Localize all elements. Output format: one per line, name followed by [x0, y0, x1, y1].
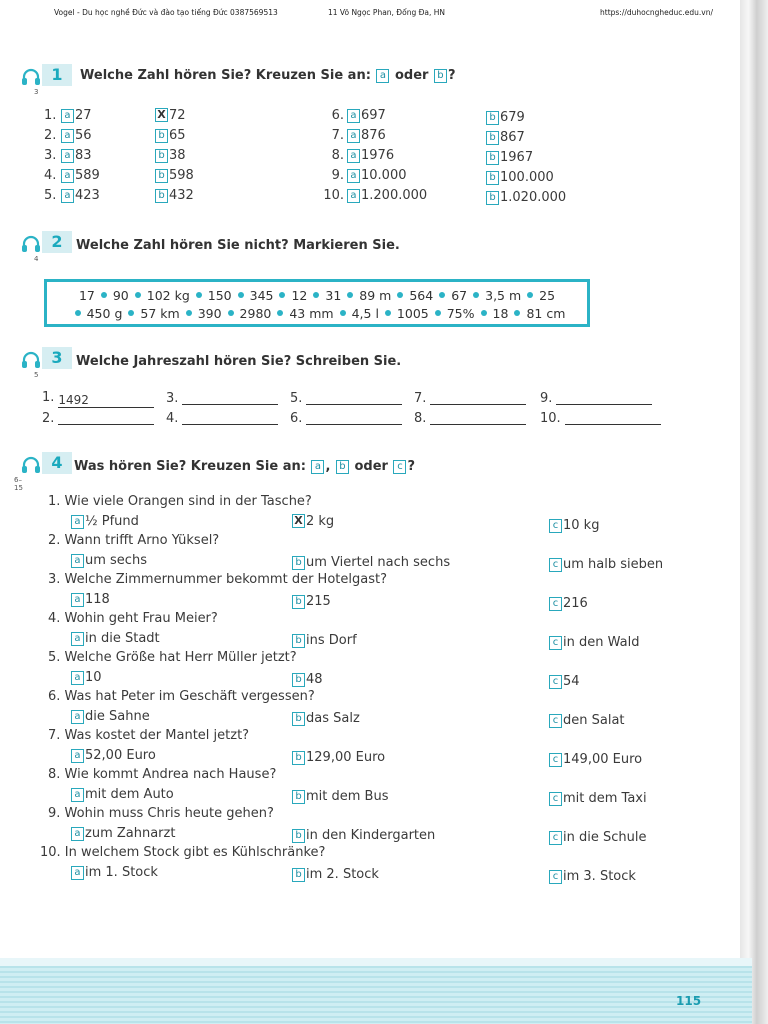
option-a-box: a: [71, 632, 84, 646]
option-value: 10.000: [361, 168, 407, 183]
answer-option-b[interactable]: [154, 148, 186, 163]
option-value: 679: [500, 110, 525, 125]
question-text: 3. Welche Zimmernummer bekommt der Hotelgast?: [48, 572, 387, 587]
option-value: 1.200.000: [361, 188, 428, 203]
item-number: 7.: [331, 128, 344, 143]
item-number: 6.: [290, 411, 303, 426]
exercise-number: 4: [42, 452, 72, 474]
question-text: 2. Wann trifft Arno Yüksel?: [48, 533, 220, 548]
option-b-box: b: [292, 829, 305, 843]
header-url[interactable]: https://duhocngheduc.edu.vn/: [600, 8, 713, 17]
option-a-box: a: [347, 129, 360, 143]
option-c-box: c: [549, 558, 562, 572]
option-value: in den Kindergarten: [306, 828, 436, 843]
option-value: ins Dorf: [306, 633, 357, 648]
option-value: 27: [75, 108, 92, 123]
number-item[interactable]: 90: [112, 288, 129, 303]
option-b-box: b: [486, 171, 499, 185]
number-item[interactable]: 43 mm: [289, 306, 334, 321]
year-field[interactable]: [540, 390, 652, 406]
question-text: 4. Wohin geht Frau Meier?: [48, 611, 218, 626]
option-value: 216: [563, 596, 588, 611]
option-c-box: c: [549, 831, 562, 845]
item-number: 9.: [331, 168, 344, 183]
year-blank[interactable]: [306, 410, 402, 425]
year-field[interactable]: [166, 410, 278, 426]
item-number: 1.: [42, 390, 55, 405]
item-number: 6.: [331, 108, 344, 123]
option-b-box: b: [486, 151, 499, 165]
option-value: in die Schule: [563, 830, 647, 845]
option-b-box: b: [292, 634, 305, 648]
title-text: oder: [354, 459, 388, 474]
exercise-title: Welche Jahreszahl hören Sie? Schreiben Sie.: [76, 354, 402, 369]
year-blank[interactable]: 1492: [58, 393, 154, 408]
question-text: 8. Wie kommt Andrea nach Hause?: [48, 767, 277, 782]
exercise-title: [80, 68, 456, 83]
question-text: 1. Wie viele Orangen sind in der Tasche?: [48, 494, 312, 509]
bullet-dot: [101, 292, 107, 298]
number-item[interactable]: 1005: [396, 306, 429, 321]
question-text: 9. Wohin muss Chris heute gehen?: [48, 806, 274, 821]
number-list-box: [44, 279, 590, 327]
option-b-box: b: [292, 790, 305, 804]
item-number: 8.: [331, 148, 344, 163]
answer-option-c[interactable]: [548, 674, 580, 689]
option-value: 10 kg: [563, 518, 600, 533]
option-a-box: a: [71, 788, 84, 802]
option-b-box: b: [336, 460, 349, 474]
footer-band: [0, 958, 752, 1024]
headphones-icon: [20, 349, 42, 371]
item-number: 8.: [414, 411, 427, 426]
number-item[interactable]: 67: [451, 288, 468, 303]
option-b-box: b: [155, 149, 168, 163]
option-a-box: a: [71, 827, 84, 841]
option-a-box: a: [61, 129, 74, 143]
bullet-dot: [279, 292, 285, 298]
answer-option-a[interactable]: [346, 188, 427, 203]
answer-option-b[interactable]: [485, 190, 566, 205]
bullet-dot: [397, 292, 403, 298]
year-blank[interactable]: [182, 410, 278, 425]
option-value: 65: [169, 128, 186, 143]
year-field[interactable]: [414, 390, 526, 406]
year-field[interactable]: [42, 390, 154, 408]
bullet-dot: [238, 292, 244, 298]
option-c-box: c: [549, 714, 562, 728]
year-blank[interactable]: [565, 410, 661, 425]
option-c-box: c: [549, 519, 562, 533]
option-value: um sechs: [85, 553, 147, 568]
option-value: mit dem Taxi: [563, 791, 647, 806]
option-c-box: c: [549, 597, 562, 611]
answer-option-b[interactable]: [485, 130, 525, 145]
option-a-box: a: [347, 149, 360, 163]
bullet-dot: [75, 310, 81, 316]
option-a-box: a: [71, 554, 84, 568]
answer-option-a[interactable]: [70, 631, 160, 646]
header-center: 11 Võ Ngọc Phan, Đống Đa, HN: [328, 8, 446, 17]
number-item[interactable]: 81 cm: [526, 306, 566, 321]
option-value: 10: [85, 670, 102, 685]
option-a-box: a: [347, 189, 360, 203]
year-field[interactable]: [290, 390, 402, 406]
bullet-dot: [186, 310, 192, 316]
option-value: 697: [361, 108, 386, 123]
answer-option-b[interactable]: [485, 110, 525, 125]
answer-option-c[interactable]: [548, 713, 625, 728]
number-list-line: [47, 306, 587, 321]
answer-option-a[interactable]: [70, 826, 175, 841]
footer-band-top: [0, 958, 752, 966]
number-item[interactable]: 18: [492, 306, 509, 321]
option-value: 867: [500, 130, 525, 145]
answer-option-a[interactable]: [70, 787, 174, 802]
option-value: 876: [361, 128, 386, 143]
track-number: 4: [34, 255, 39, 263]
option-value: um halb sieben: [563, 557, 664, 572]
option-value: 432: [169, 188, 194, 203]
number-item[interactable]: 31: [325, 288, 342, 303]
question-text: 10. In welchem Stock gibt es Kühlschränke?: [40, 845, 326, 860]
item-number: 5.: [290, 391, 303, 406]
year-blank[interactable]: [306, 390, 402, 405]
exercise-title: [74, 459, 415, 474]
checked-box: X: [155, 108, 168, 122]
option-c-box: c: [549, 870, 562, 884]
number-item[interactable]: 102 kg: [146, 288, 190, 303]
answer-option-b[interactable]: [154, 128, 186, 143]
answer-option-b[interactable]: [291, 867, 379, 882]
year-field[interactable]: [166, 390, 278, 406]
bullet-dot: [439, 292, 445, 298]
option-b-box: b: [292, 751, 305, 765]
item-number: 10.: [540, 411, 561, 426]
title-text: ?: [407, 459, 416, 474]
option-a-box: a: [71, 593, 84, 607]
answer-option-b[interactable]: [291, 672, 323, 687]
option-a-box: a: [61, 169, 74, 183]
year-blank[interactable]: [58, 410, 154, 425]
answer-option-a[interactable]: [70, 670, 102, 685]
option-a-box: a: [71, 749, 84, 763]
option-b-box: b: [292, 556, 305, 570]
exercise-number: 3: [42, 347, 72, 369]
option-value: 48: [306, 672, 323, 687]
question-text: 5. Welche Größe hat Herr Müller jetzt?: [48, 650, 297, 665]
answer-option-a[interactable]: [70, 514, 139, 529]
option-b-box: b: [155, 189, 168, 203]
number-list-line: [47, 288, 587, 303]
option-value: den Salat: [563, 713, 625, 728]
option-value: im 2. Stock: [306, 867, 379, 882]
bullet-dot: [228, 310, 234, 316]
answer-option-b[interactable]: [291, 789, 388, 804]
headphones-icon: [20, 66, 42, 88]
answer-option-b[interactable]: [485, 170, 554, 185]
option-value: mit dem Auto: [85, 787, 174, 802]
option-value: 118: [85, 592, 110, 607]
number-item[interactable]: 345: [249, 288, 274, 303]
option-c-box: c: [549, 675, 562, 689]
number-item[interactable]: 4,5 l: [351, 306, 379, 321]
option-b-box: b: [434, 69, 447, 83]
bullet-dot: [313, 292, 319, 298]
exercise-number: 2: [42, 231, 72, 253]
item-number: 3.: [166, 391, 179, 406]
title-text: ,: [325, 459, 331, 474]
bullet-dot: [277, 310, 283, 316]
option-value: im 1. Stock: [85, 865, 158, 880]
option-value: 52,00 Euro: [85, 748, 156, 763]
option-value: 129,00 Euro: [306, 750, 386, 765]
number-item[interactable]: 390: [197, 306, 222, 321]
option-a-box: a: [311, 460, 324, 474]
number-item[interactable]: 150: [207, 288, 232, 303]
answer-option-b[interactable]: [154, 168, 194, 183]
option-a-box: a: [376, 69, 389, 83]
answer-option-b[interactable]: [154, 188, 194, 203]
option-value: 56: [75, 128, 92, 143]
option-value: in die Stadt: [85, 631, 160, 646]
bullet-dot: [196, 292, 202, 298]
option-value: 215: [306, 594, 331, 609]
year-blank[interactable]: [430, 390, 526, 405]
title-text: ?: [447, 68, 456, 83]
header-left: Vogel - Du học nghề Đức và đào tạo tiếng Đức 0387569513: [54, 8, 278, 17]
bullet-dot: [481, 310, 487, 316]
answer-option-c[interactable]: [548, 869, 636, 884]
option-value: um Viertel nach sechs: [306, 555, 451, 570]
answer-option-a[interactable]: [60, 128, 92, 143]
answer-option-c[interactable]: [548, 518, 599, 533]
headphones-icon: [20, 233, 42, 255]
option-a-box: a: [71, 515, 84, 529]
year-field[interactable]: [290, 410, 402, 426]
option-b-box: b: [292, 673, 305, 687]
answer-option-b[interactable]: [485, 150, 533, 165]
year-field[interactable]: [414, 410, 526, 426]
question-text: 6. Was hat Peter im Geschäft vergessen?: [48, 689, 315, 704]
item-number: 1.: [44, 108, 57, 123]
bullet-dot: [347, 292, 353, 298]
answer-option-a[interactable]: [60, 108, 92, 123]
year-blank[interactable]: [556, 390, 652, 405]
item-number: 2.: [42, 411, 55, 426]
bullet-dot: [527, 292, 533, 298]
item-number: 5.: [44, 188, 57, 203]
answer-option-b[interactable]: [291, 555, 450, 570]
year-field[interactable]: [42, 410, 154, 426]
number-item[interactable]: 450 g: [86, 306, 123, 321]
item-number: 3.: [44, 148, 57, 163]
bullet-dot: [340, 310, 346, 316]
option-b-box: b: [292, 712, 305, 726]
option-value: 598: [169, 168, 194, 183]
item-number: 7.: [414, 391, 427, 406]
question-text: 7. Was kostet der Mantel jetzt?: [48, 728, 250, 743]
option-value: zum Zahnarzt: [85, 826, 176, 841]
option-c-box: c: [549, 753, 562, 767]
item-number: 4.: [166, 411, 179, 426]
answer-option-c[interactable]: [548, 557, 663, 572]
exercise-number: 1: [42, 64, 72, 86]
option-value: 1.020.000: [500, 190, 567, 205]
item-number: 9.: [540, 391, 553, 406]
option-value: 38: [169, 148, 186, 163]
option-c-box: c: [549, 636, 562, 650]
item-number: 4.: [44, 168, 57, 183]
option-a-box: a: [61, 189, 74, 203]
option-value: 589: [75, 168, 100, 183]
answer-option-c[interactable]: [548, 752, 642, 767]
number-item[interactable]: 12: [291, 288, 308, 303]
answer-option-a[interactable]: [70, 748, 156, 763]
headphones-icon: [20, 454, 42, 476]
answer-option-a[interactable]: [70, 553, 147, 568]
answer-option-b[interactable]: [291, 750, 385, 765]
title-text: oder: [394, 68, 429, 83]
option-value: 149,00 Euro: [563, 752, 643, 767]
option-a-box: a: [347, 109, 360, 123]
option-value: 1967: [500, 150, 534, 165]
option-a-box: a: [61, 109, 74, 123]
bullet-dot: [473, 292, 479, 298]
number-item[interactable]: 17: [78, 288, 95, 303]
option-b-box: b: [486, 131, 499, 145]
track-number: 3: [34, 88, 39, 96]
answer-option-a[interactable]: [60, 148, 92, 163]
option-b-box: b: [486, 111, 499, 125]
option-value: 54: [563, 674, 580, 689]
exercise-title: Welche Zahl hören Sie nicht? Markieren Sie.: [76, 238, 400, 253]
option-value: 83: [75, 148, 92, 163]
option-a-box: a: [71, 710, 84, 724]
answer-option-b[interactable]: [154, 108, 186, 123]
option-c-box: c: [549, 792, 562, 806]
option-a-box: a: [61, 149, 74, 163]
page-edge: [740, 0, 768, 1024]
track-number: 6–15: [14, 476, 23, 492]
title-text: Welche Zahl hören Sie? Kreuzen Sie an:: [80, 68, 371, 83]
option-b-box: b: [486, 191, 499, 205]
answer-option-a[interactable]: [60, 188, 100, 203]
number-item[interactable]: 25: [539, 288, 556, 303]
number-item[interactable]: 57 km: [140, 306, 180, 321]
answer-option-c[interactable]: [548, 596, 588, 611]
option-a-box: a: [71, 671, 84, 685]
option-value: 423: [75, 188, 100, 203]
option-value: die Sahne: [85, 709, 150, 724]
checked-box: X: [292, 514, 305, 528]
number-item[interactable]: 2980: [239, 306, 272, 321]
answer-option-c[interactable]: [548, 830, 646, 845]
year-blank[interactable]: [430, 410, 526, 425]
answer-option-b[interactable]: [291, 594, 331, 609]
option-b-box: b: [155, 129, 168, 143]
option-c-box: c: [393, 460, 406, 474]
option-value: ½ Pfund: [85, 514, 139, 529]
answer-option-a[interactable]: [70, 709, 150, 724]
number-item[interactable]: 75%: [446, 306, 475, 321]
option-value: 1976: [361, 148, 395, 163]
option-a-box: a: [71, 866, 84, 880]
bullet-dot: [385, 310, 391, 316]
answer-option-a[interactable]: [346, 128, 386, 143]
answer-option-a[interactable]: [60, 168, 100, 183]
number-item[interactable]: 564: [409, 288, 434, 303]
year-field[interactable]: [540, 410, 661, 426]
answer-option-c[interactable]: [548, 791, 647, 806]
answer-option-a[interactable]: [346, 108, 386, 123]
answer-option-a[interactable]: [70, 592, 110, 607]
option-value: 100.000: [500, 170, 554, 185]
answer-option-b[interactable]: [291, 828, 435, 843]
track-number: 5: [34, 371, 39, 379]
option-b-box: b: [292, 595, 305, 609]
bullet-dot: [514, 310, 520, 316]
option-b-box: b: [292, 868, 305, 882]
page-number: 115: [676, 994, 702, 1008]
number-item[interactable]: 3,5 m: [485, 288, 522, 303]
option-value: 2 kg: [306, 514, 335, 529]
answer-option-c[interactable]: [548, 635, 639, 650]
bullet-dot: [128, 310, 134, 316]
answer-option-a[interactable]: [70, 865, 158, 880]
answer-option-a[interactable]: [346, 148, 394, 163]
answer-option-b[interactable]: [291, 633, 357, 648]
option-value: im 3. Stock: [563, 869, 636, 884]
bullet-dot: [135, 292, 141, 298]
year-blank[interactable]: [182, 390, 278, 405]
number-item[interactable]: 89 m: [359, 288, 392, 303]
title-text: Was hören Sie? Kreuzen Sie an:: [74, 459, 306, 474]
option-value: in den Wald: [563, 635, 640, 650]
item-number: 2.: [44, 128, 57, 143]
option-value: das Salz: [306, 711, 360, 726]
option-value: 72: [169, 108, 186, 123]
option-value: mit dem Bus: [306, 789, 389, 804]
item-number: 10.: [323, 188, 344, 203]
bullet-dot: [435, 310, 441, 316]
option-b-box: b: [155, 169, 168, 183]
answer-option-a[interactable]: [346, 168, 407, 183]
option-a-box: a: [347, 169, 360, 183]
answer-option-b[interactable]: [291, 514, 334, 529]
answer-option-b[interactable]: [291, 711, 360, 726]
